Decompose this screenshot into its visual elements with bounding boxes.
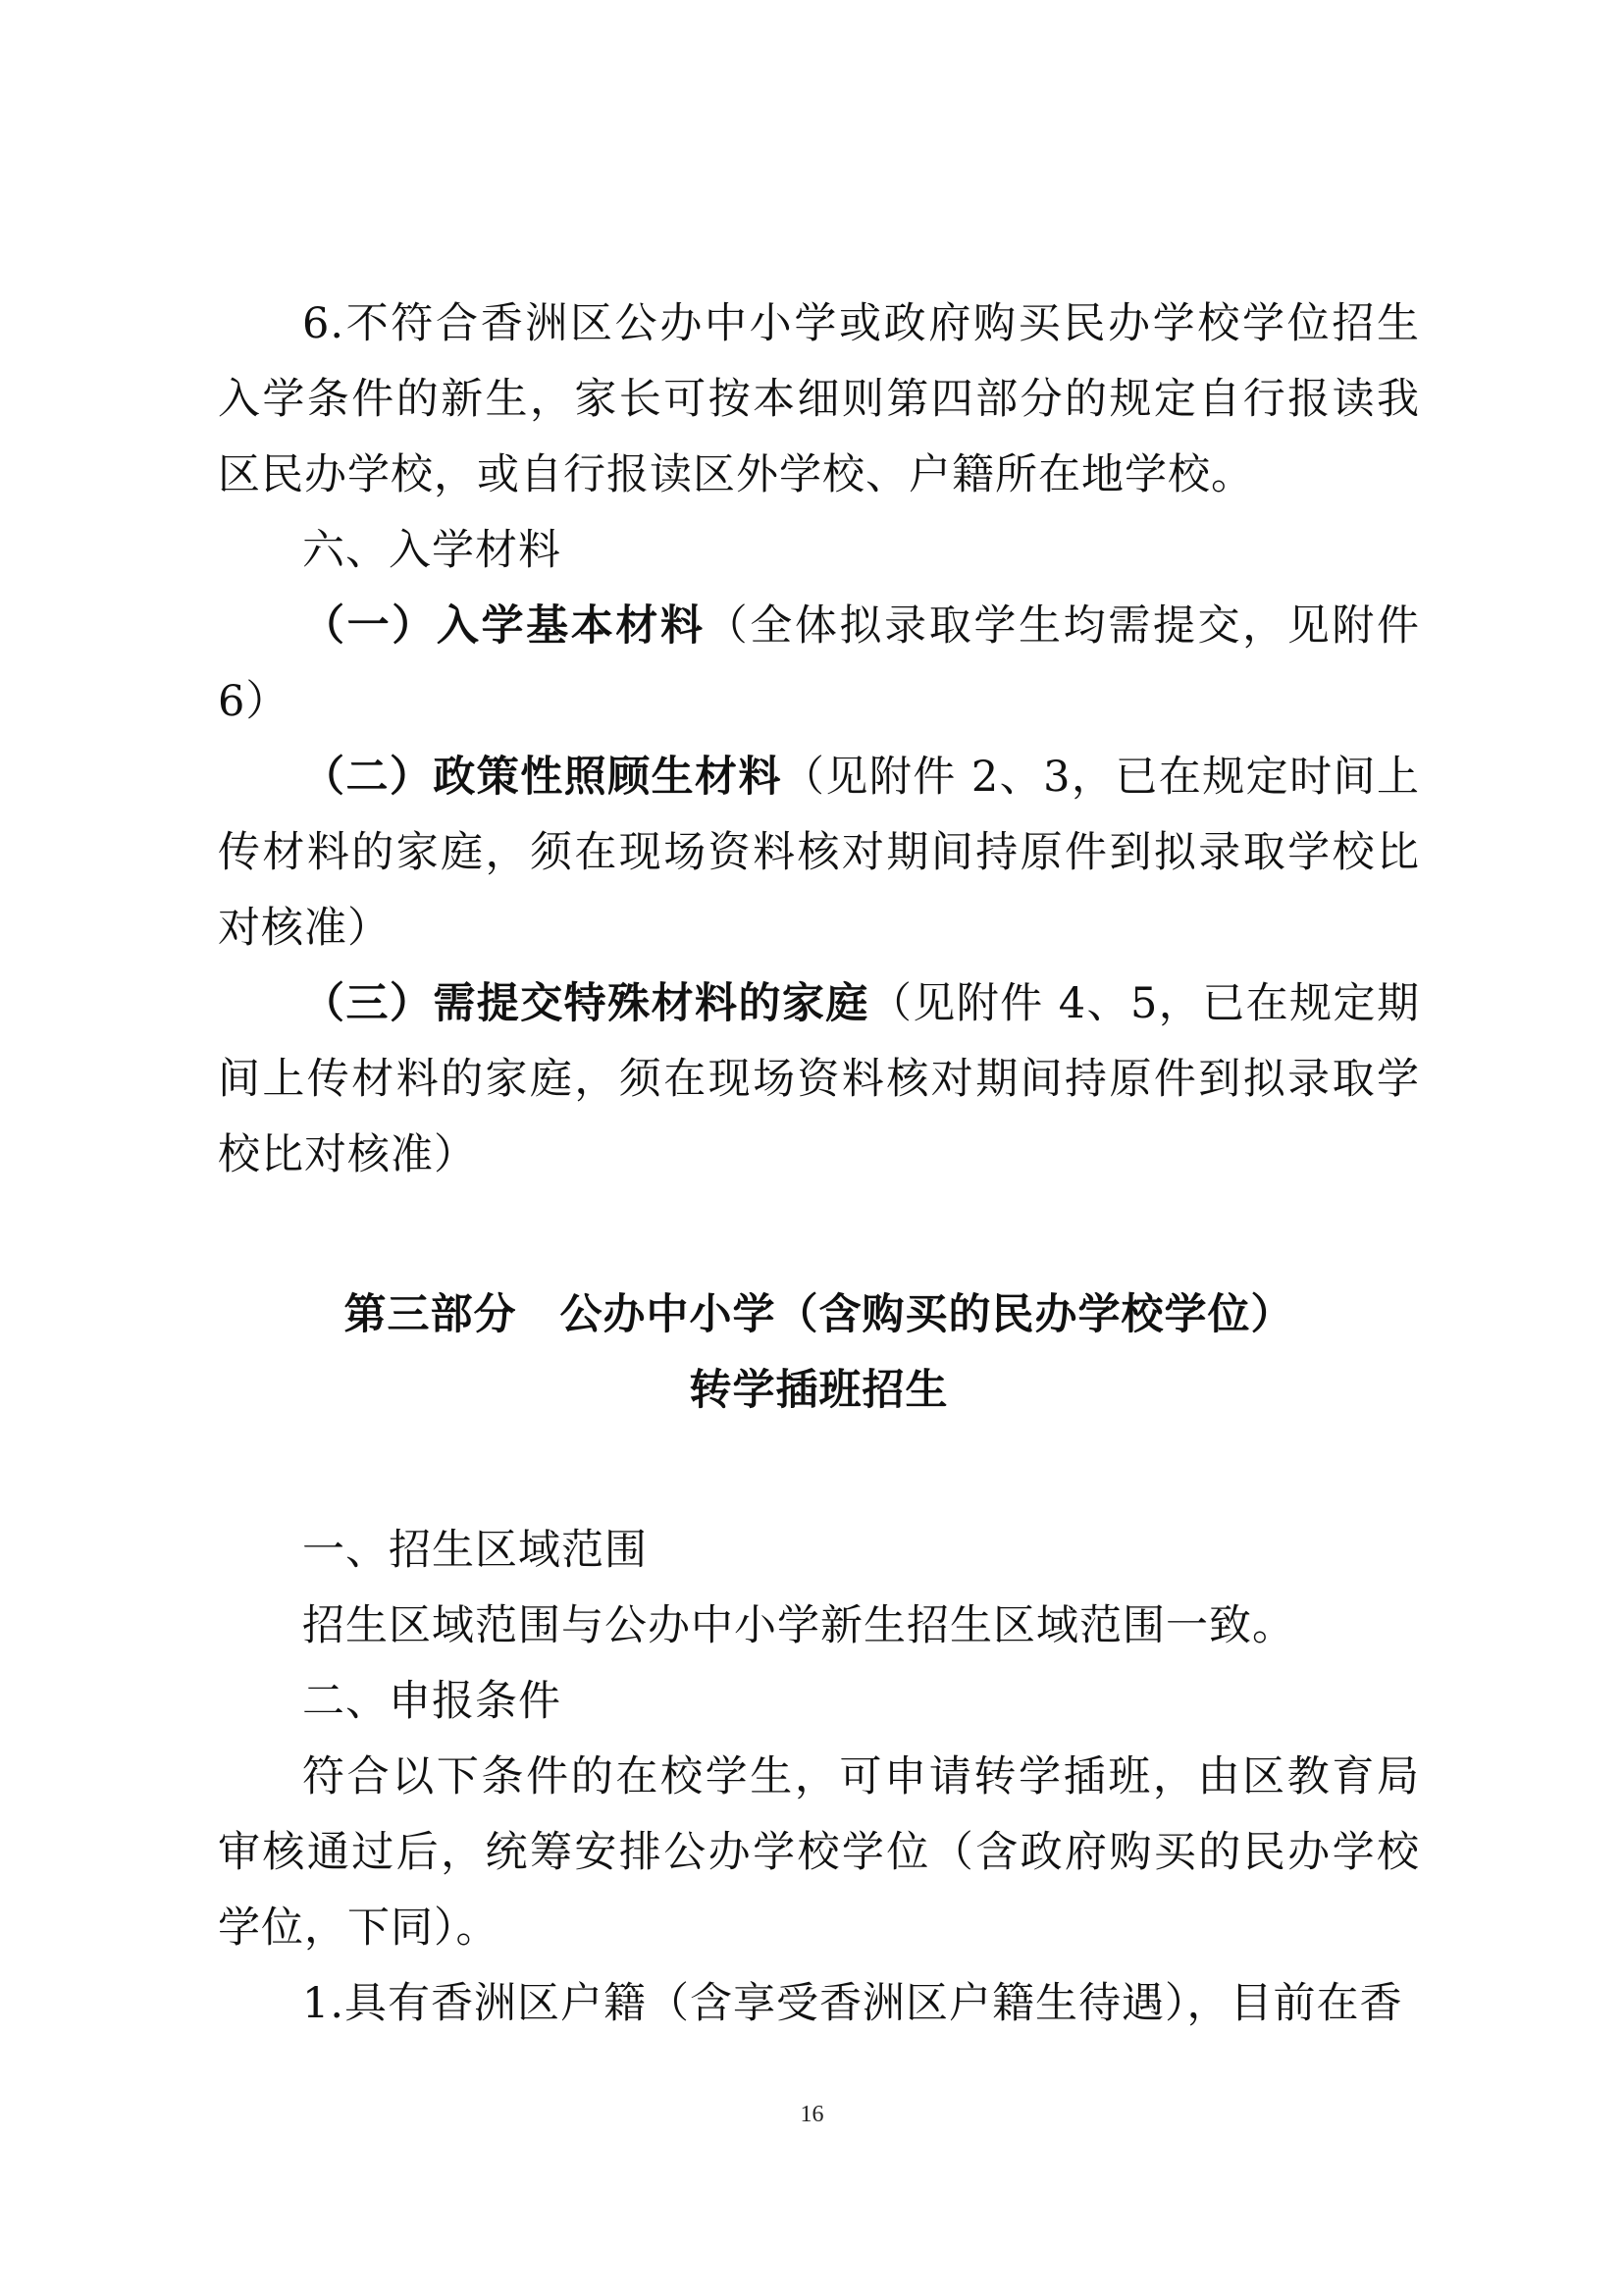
paragraph-enrollment-area: 招生区域范围与公办中小学新生招生区域范围一致。 [302, 1601, 1295, 1650]
part-three-title-line-1: 第三部分 公办中小学（含购买的民办学校学位） [343, 1290, 1294, 1339]
page-content [218, 287, 1420, 2042]
materials-item-2-text: （见附件 2、3，已在规定时间上传材料的家庭，须在现场资料核对期间持原件到拟录取学校比对核准） [218, 753, 1421, 953]
paragraph-condition-item-1: 1.具有香洲区户籍（含享受香洲区户籍生待遇），目前在香 [302, 1979, 1403, 2028]
materials-item-1-text: （全体拟录取学生均需提交，见附件 6） [218, 601, 1420, 726]
materials-item-3 [218, 966, 1420, 1193]
section-heading-enrollment-materials: 六、入学材料 [302, 526, 561, 575]
materials-item-3-title: （三）需提交特殊材料的家庭 [302, 979, 869, 1028]
heading-enrollment-area: 一、招生区域范围 [302, 1526, 648, 1575]
paragraph-application-conditions: 符合以下条件的在校学生，可申请转学插班，由区教育局审核通过后，统筹安排公办学校学位（含政府购买的民办学校学位，下同）。 [218, 1752, 1420, 1953]
part-three-title-line-2: 转学插班招生 [689, 1366, 949, 1415]
materials-item-3-text: （见附件 4、5，已在规定期间上传材料的家庭，须在现场资料核对期间持原件到拟录取学校比对核准） [218, 979, 1421, 1179]
materials-item-1-title: （一）入学基本材料 [302, 601, 706, 651]
materials-item-2 [218, 740, 1420, 966]
paragraph-item-6: 6.不符合香洲区公办中小学或政府购买民办学校学位招生入学条件的新生，家长可按本细则第四部分的规定自行报读我区民办学校，或自行报读区外学校、户籍所在地学校。 [218, 299, 1420, 499]
materials-item-2-title: （二）政策性照顾生材料 [302, 753, 782, 802]
page-number: 16 [800, 2102, 824, 2127]
heading-application-conditions: 二、申报条件 [302, 1677, 561, 1726]
materials-item-1 [218, 589, 1420, 740]
part-three-title [218, 1278, 1420, 1429]
